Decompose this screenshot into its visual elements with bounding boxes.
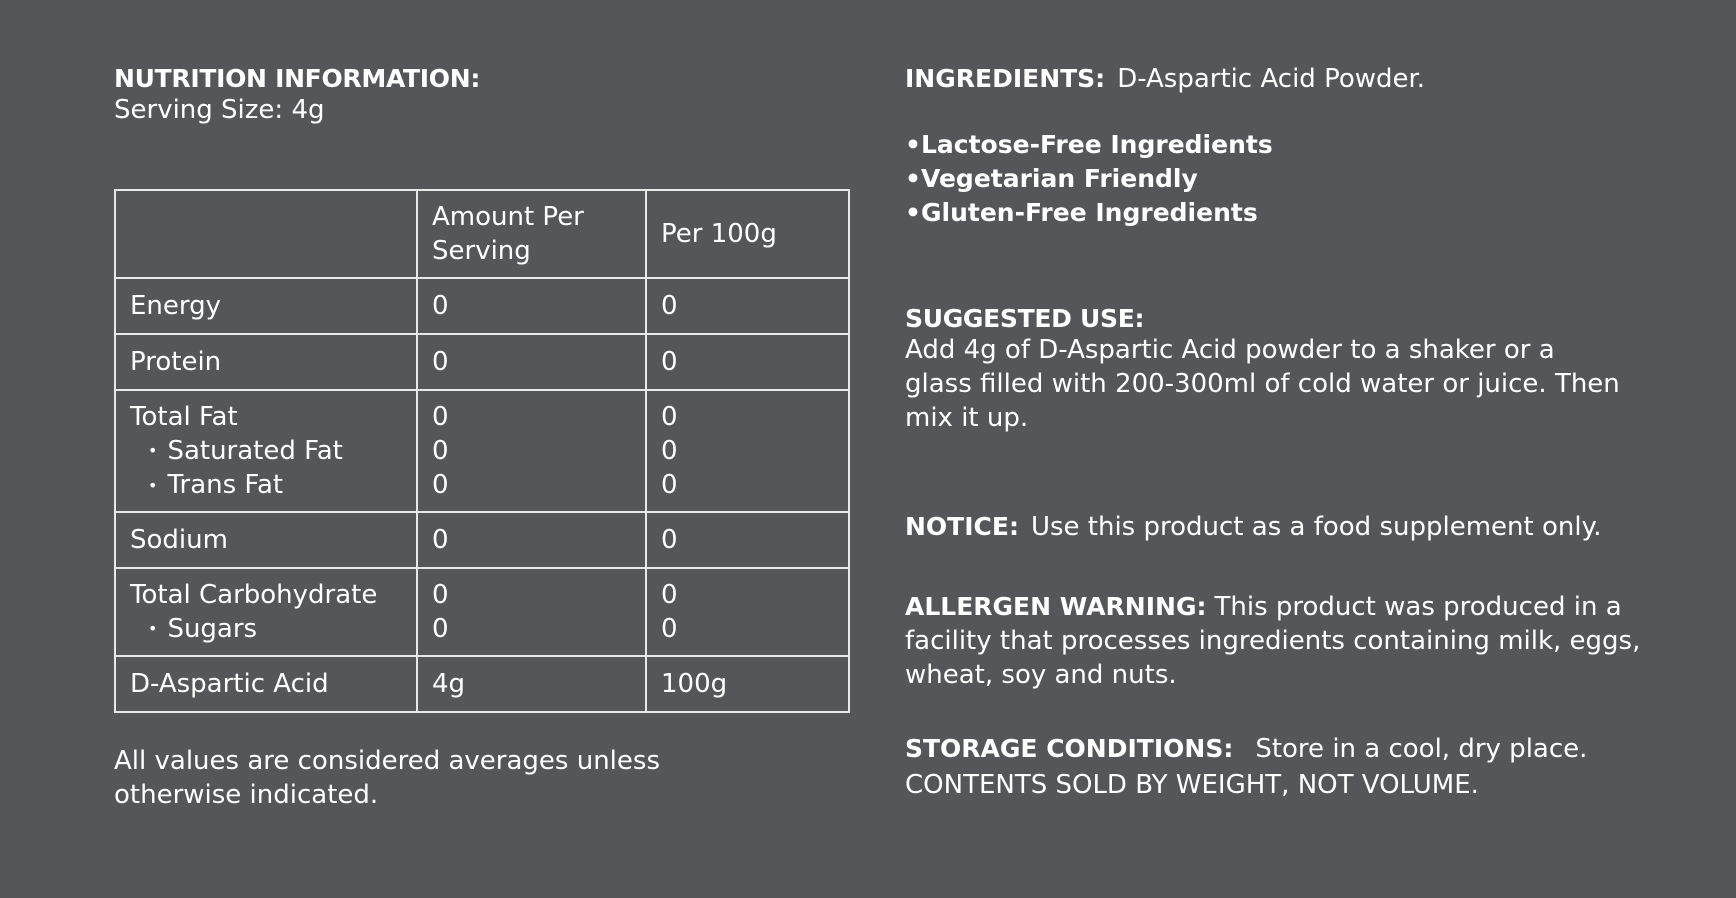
row-per-100g: 0 — [661, 580, 678, 610]
notice-heading: NOTICE: — [905, 512, 1019, 541]
row-per-serving: 4g — [417, 656, 646, 712]
row-per-serving: 0 — [432, 470, 449, 500]
row-per-100g-group — [646, 390, 849, 512]
row-per-serving: 0 — [417, 334, 646, 390]
nutrition-heading: NUTRITION INFORMATION: — [114, 64, 481, 93]
row-per-serving: 0 — [432, 614, 449, 644]
serving-size: Serving Size: 4g — [114, 95, 325, 125]
allergen-text: This product was produced in a facility that processes ingredients containing milk, eggs, wheat, soy and nuts. — [905, 592, 1641, 690]
row-label-group — [115, 568, 417, 656]
row-label: Total Fat — [130, 401, 238, 432]
row-label: D-Aspartic Acid — [115, 656, 417, 712]
row-per-100g: 0 — [661, 436, 678, 466]
weight-note: CONTENTS SOLD BY WEIGHT, NOT VOLUME. — [905, 770, 1479, 800]
row-per-100g: 0 — [646, 512, 849, 568]
list-item: • Gluten-Free Ingredients — [905, 196, 1273, 230]
feature-list — [905, 128, 1273, 230]
table-row — [115, 568, 849, 656]
row-sublabel: • Sugars — [130, 612, 402, 647]
row-per-100g: 100g — [646, 656, 849, 712]
allergen-heading: ALLERGEN WARNING: — [905, 592, 1207, 621]
row-label: Total Carbohydrate — [130, 579, 378, 610]
row-label: Sodium — [115, 512, 417, 568]
table-row — [115, 278, 849, 334]
row-per-serving: 0 — [417, 278, 646, 334]
row-per-serving: 0 — [432, 402, 449, 432]
storage-heading: STORAGE CONDITIONS: — [905, 734, 1234, 763]
table-row — [115, 512, 849, 568]
nutrition-section — [114, 64, 854, 810]
storage-text: Store in a cool, dry place. — [1255, 734, 1588, 764]
row-per-100g-group — [646, 568, 849, 656]
header-cell-per-serving: Amount Per Serving — [417, 190, 646, 278]
header-cell-empty — [115, 190, 417, 278]
row-per-serving: 0 — [432, 436, 449, 466]
averages-footnote: All values are considered averages unless otherwise indicated. — [114, 746, 660, 810]
row-per-serving: 0 — [417, 512, 646, 568]
list-item: • Lactose-Free Ingredients — [905, 128, 1273, 162]
row-per-100g: 0 — [646, 278, 849, 334]
table-header-row — [115, 190, 849, 278]
row-per-serving-group — [417, 390, 646, 512]
notice-block — [905, 510, 1705, 544]
ingredients-text: D-Aspartic Acid Powder. — [1117, 64, 1426, 94]
ingredients-block — [905, 62, 1425, 96]
suggested-use-text: Add 4g of D-Aspartic Acid powder to a shaker or a glass filled with 200-300ml of cold water or juice. Then mix it up. — [905, 335, 1620, 433]
storage-block — [905, 732, 1705, 802]
row-per-100g: 0 — [661, 470, 678, 500]
row-sublabel: • Saturated Fat — [130, 434, 402, 469]
list-item: • Vegetarian Friendly — [905, 162, 1273, 196]
table-row — [115, 334, 849, 390]
row-per-serving: 0 — [432, 580, 449, 610]
ingredients-heading: INGREDIENTS: — [905, 64, 1106, 93]
allergen-block — [905, 590, 1650, 692]
row-per-100g: 0 — [661, 614, 678, 644]
row-per-100g: 0 — [661, 402, 678, 432]
row-per-100g: 0 — [646, 334, 849, 390]
nutrition-table — [114, 189, 850, 713]
suggested-use-heading: SUGGESTED USE: — [905, 304, 1145, 333]
suggested-use-block — [905, 304, 1625, 435]
row-sublabel: • Trans Fat — [130, 468, 402, 503]
row-label: Protein — [115, 334, 417, 390]
notice-text: Use this product as a food supplement only. — [1030, 512, 1602, 542]
row-label: Energy — [115, 278, 417, 334]
row-per-serving-group — [417, 568, 646, 656]
table-row — [115, 656, 849, 712]
header-cell-per-100g: Per 100g — [646, 190, 849, 278]
row-label-group — [115, 390, 417, 512]
table-row — [115, 390, 849, 512]
